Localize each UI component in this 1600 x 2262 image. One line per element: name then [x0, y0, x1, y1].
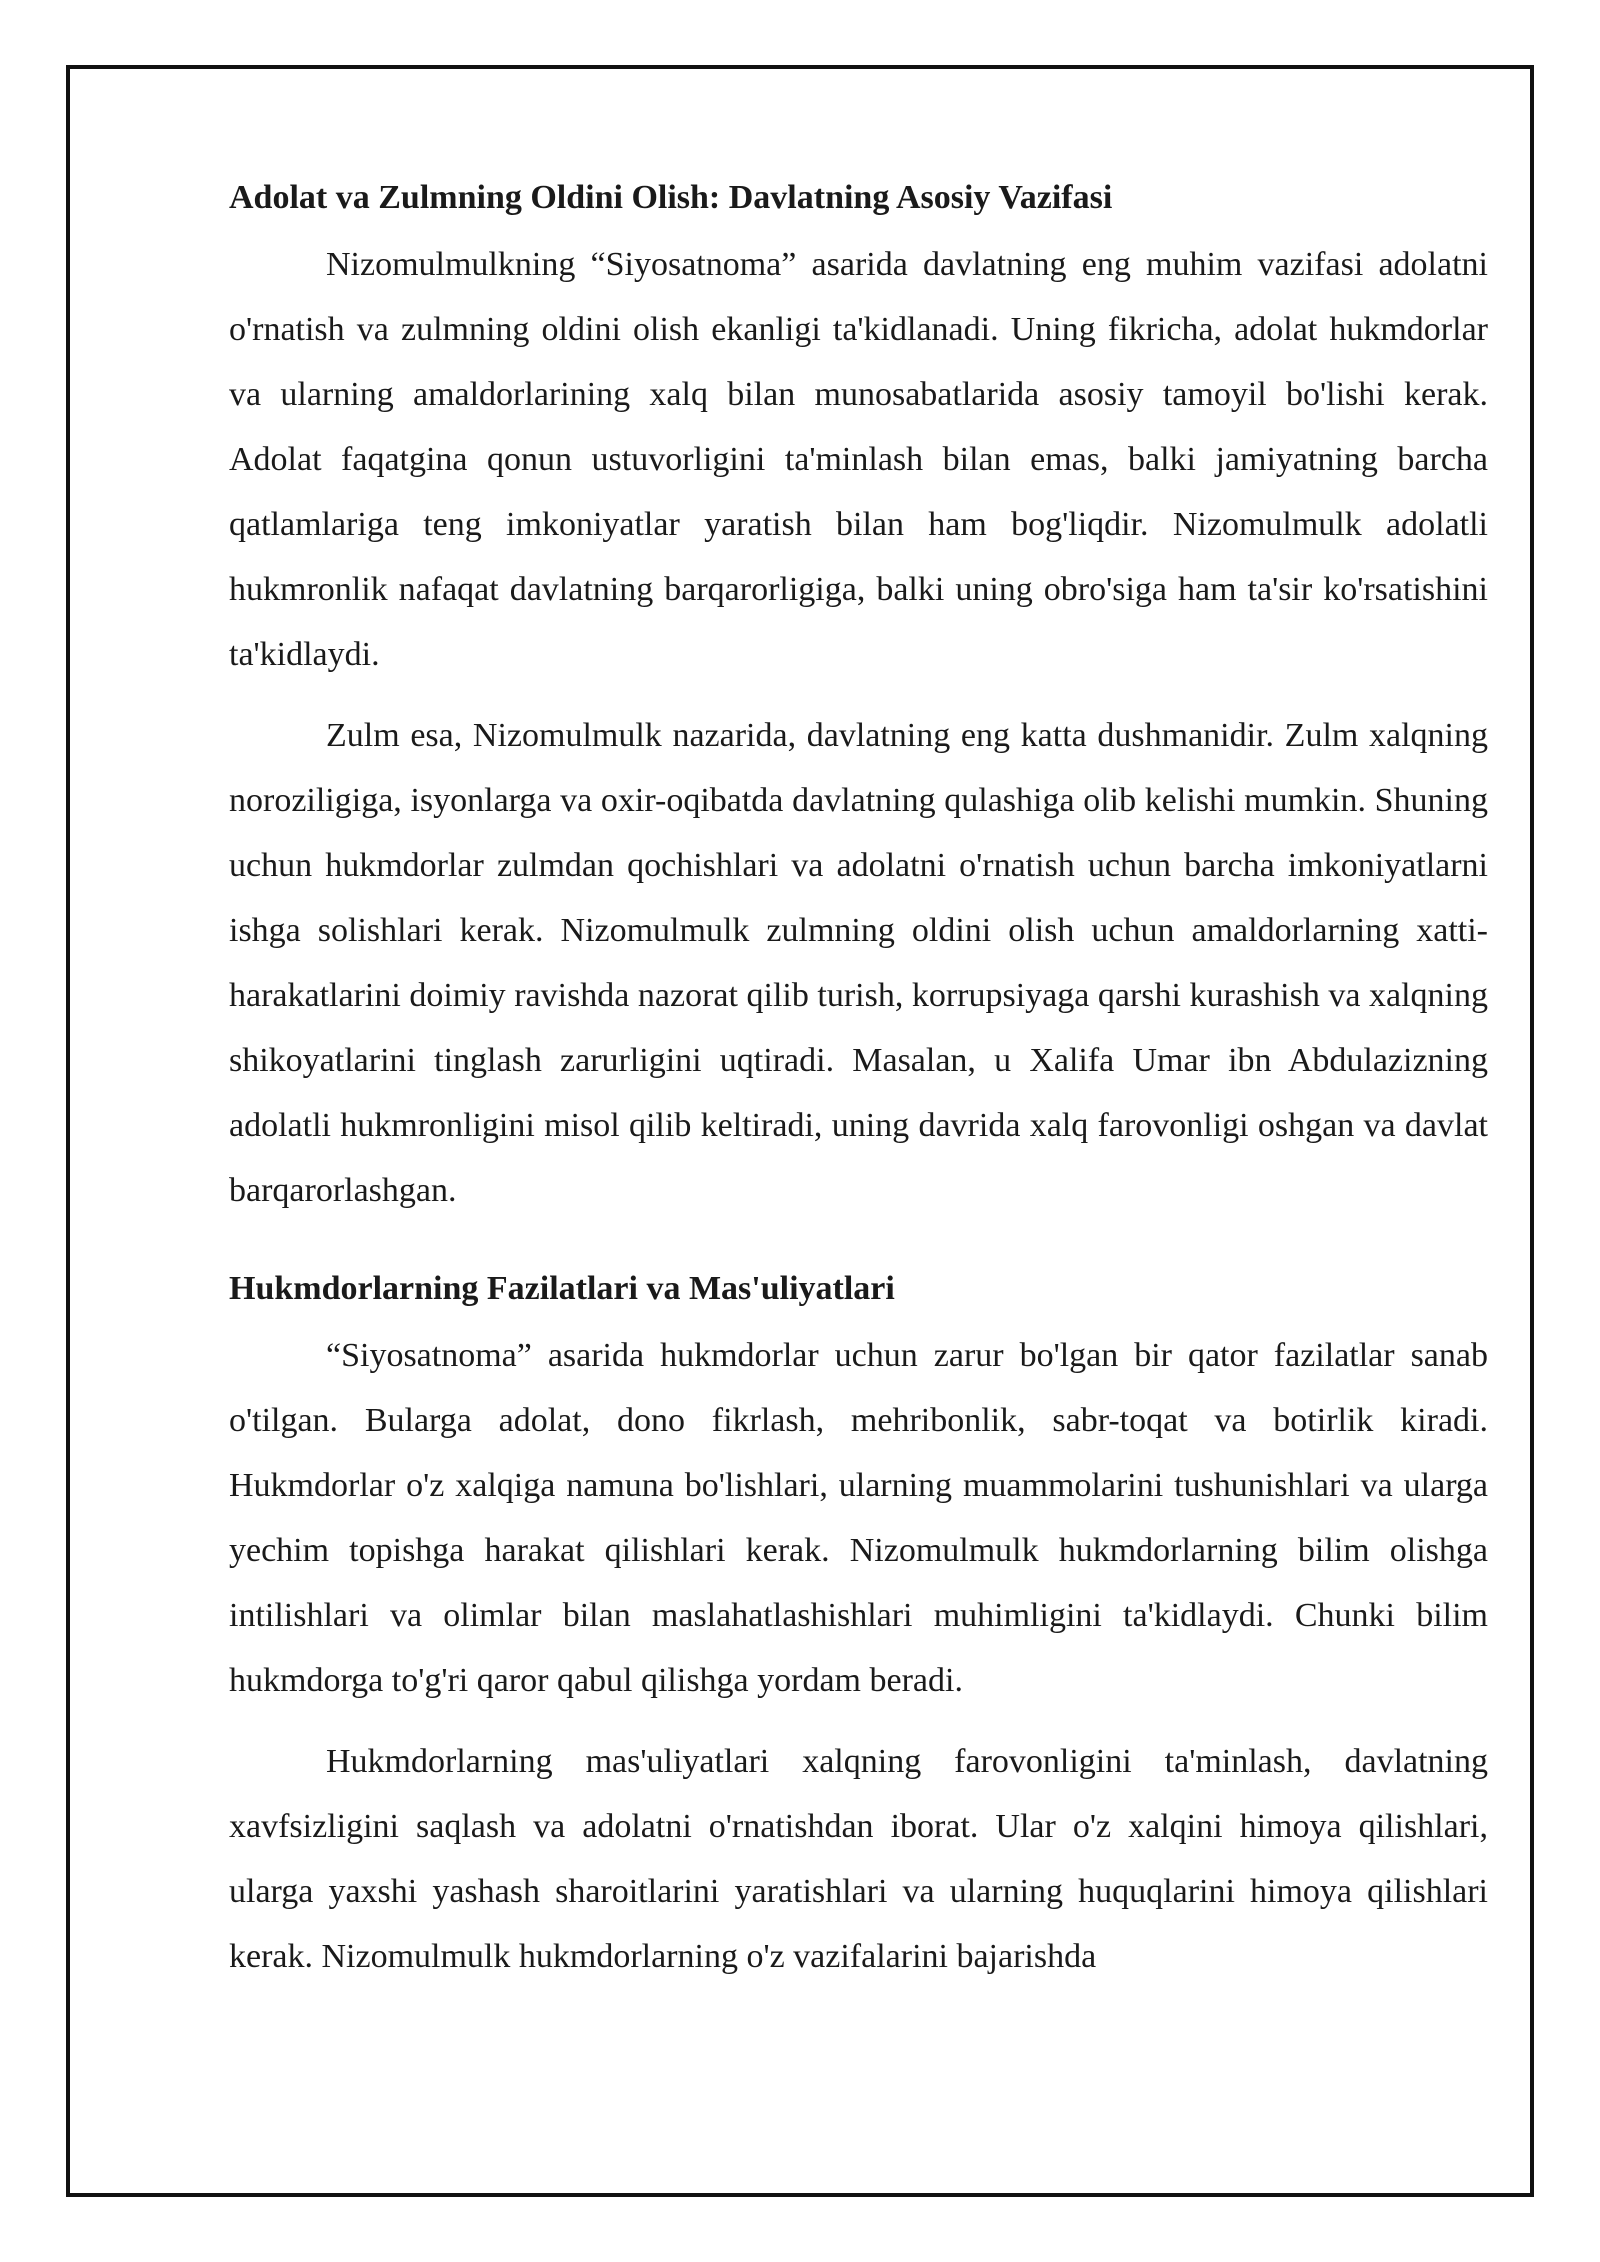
paragraph-justice-intro: Nizomulmulkning “Siyosatnoma” asarida davlatning eng muhim vazifasi adolatni o'rnatish va zulmning oldini olish ekanligi ta'kidlanadi. Uning fikricha, adolat hukmdorlar va ularning amaldorlarining xalq bilan munosabatlarida asosiy tamoyil bo'lishi kerak. Adolat faqatgina qonun ustuvorligini ta'minlash bilan emas, balki jamiyatning barcha qatlamlariga teng imkoniyatlar yaratish bilan ham bog'liqdir. Nizomulmulk adolatli hukmronlik nafaqat davlatning barqarorligiga, balki uning obro'siga ham ta'sir ko'rsatishini ta'kidlaydi.	[229, 246, 1488, 673]
paragraph-tyranny: Zulm esa, Nizomulmulk nazarida, davlatning eng katta dushmanidir. Zulm xalqning noroziligiga, isyonlarga va oxir-oqibatda davlatning qulashiga olib kelishi mumkin. Shuning uchun hukmdorlar zulmdan qochishlari va adolatni o'rnatish uchun barcha imkoniyatlarni ishga solishlari kerak. Nizomulmulk zulmning oldini olish uchun amaldorlarning xatti-harakatlarini doimiy ravishda nazorat qilib turish, korrupsiyaga qarshi kurashish va xalqning shikoyatlarini tinglash zarurligini uqtiradi. Masalan, u Xalifa Umar ibn Abdulazizning adolatli hukmronligini misol qilib keltiradi, uning davrida xalq farovonligi oshgan va davlat barqarorlashgan.	[229, 717, 1488, 1209]
section-heading-rulers: Hukmdorlarning Fazilatlari va Mas'uliyatlari	[229, 1270, 895, 1307]
section-heading-justice: Adolat va Zulmning Oldini Olish: Davlatning Asosiy Vazifasi	[229, 179, 1113, 216]
paragraph-ruler-duties: Hukmdorlarning mas'uliyatlari xalqning farovonligini ta'minlash, davlatning xavfsizligini saqlash va adolatni o'rnatishdan iborat. Ular o'z xalqini himoya qilishlari, ularga yaxshi yashash sharoitlarini yaratishlari va ularning huquqlarini himoya qilishlari kerak. Nizomulmulk hukmdorlarning o'z vazifalarini bajarishda	[229, 1743, 1488, 1975]
paragraph-ruler-virtues: “Siyosatnoma” asarida hukmdorlar uchun zarur bo'lgan bir qator fazilatlar sanab o'tilgan. Bularga adolat, dono fikrlash, mehribonlik, sabr-toqat va botirlik kiradi. Hukmdorlar o'z xalqiga namuna bo'lishlari, ularning muammolarini tushunishlari va ularga yechim topishga harakat qilishlari kerak. Nizomulmulk hukmdorlarning bilim olishga intilishlari va olimlar bilan maslahatlashishlari muhimligini ta'kidlaydi. Chunki bilim hukmdorga to'g'ri qaror qabul qilishga yordam beradi.	[229, 1337, 1488, 1699]
document-body	[229, 170, 1488, 2005]
